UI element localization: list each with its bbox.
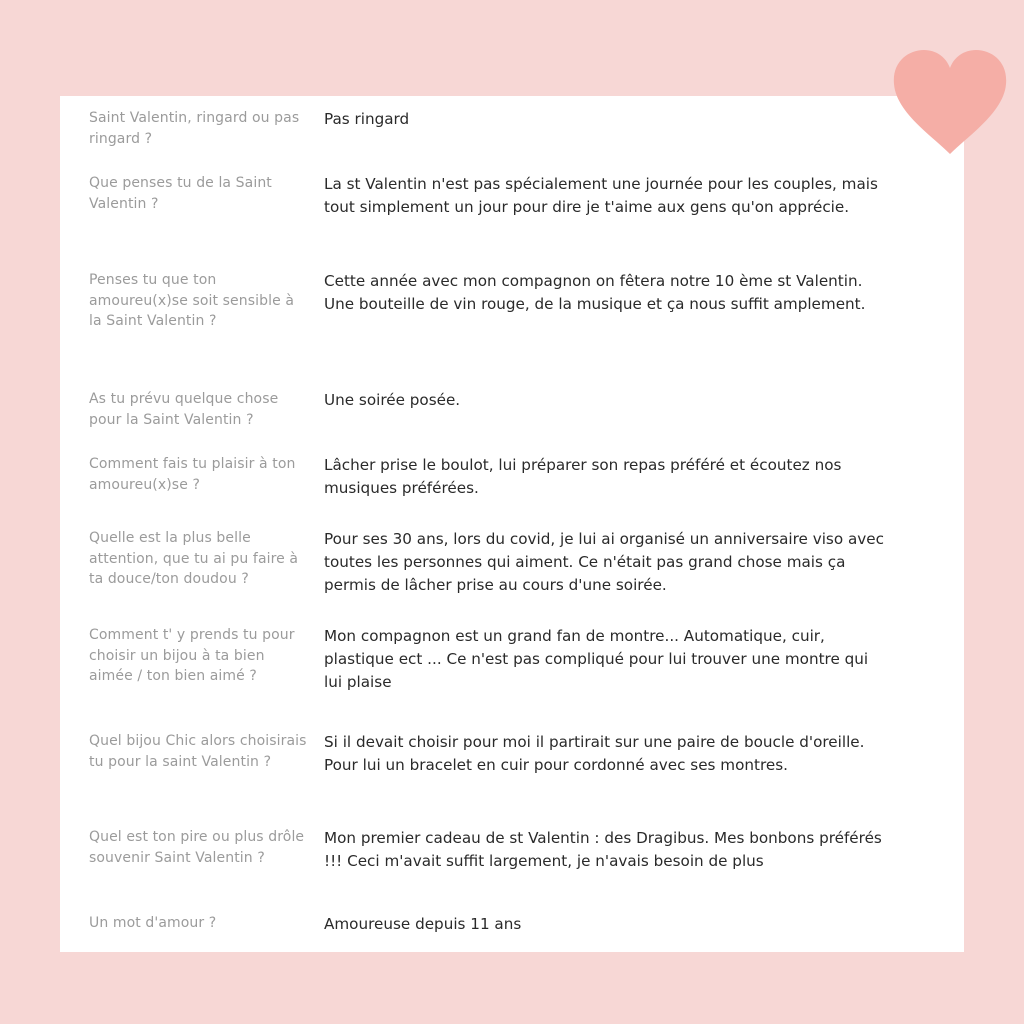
question-text: As tu prévu quelque chose pour la Saint Valentin ? <box>89 391 279 428</box>
answer-text: Mon premier cadeau de st Valentin : des Dragibus. Mes bonbons préférés !!! Ceci m'avait suffit largement, je n'avais besoin de plus <box>324 829 882 870</box>
heart-icon <box>888 46 1012 158</box>
question-text: Un mot d'amour ? <box>89 915 217 931</box>
answer-text: Lâcher prise le boulot, lui préparer son repas préféré et écoutez nos musiques préférées. <box>324 456 842 497</box>
question-text: Quel bijou Chic alors choisirais tu pour la saint Valentin ? <box>89 733 307 770</box>
question-text: Comment t' y prends tu pour choisir un bijou à ta bien aimée / ton bien aimé ? <box>89 627 295 684</box>
answer-text: Mon compagnon est un grand fan de montre... Automatique, cuir, plastique ect ... Ce n'est pas compliqué pour lui trouver une montre qui lui plaise <box>324 627 869 691</box>
answer-text: Cette année avec mon compagnon on fêtera notre 10 ème st Valentin. Une bouteille de vin rouge, de la musique et ça nous suffit amplement. <box>324 272 866 313</box>
answer-text: Une soirée posée. <box>324 391 461 409</box>
answer-text: Si il devait choisir pour moi il partirait sur une paire de boucle d'oreille. Pour lui un bracelet en cuir pour cordonné avec ses montres. <box>324 733 865 774</box>
answer-text: Pour ses 30 ans, lors du covid, je lui ai organisé un anniversaire viso avec toutes les personnes qui aiment. Ce n'était pas grand chose mais ça permis de lâcher prise au cours d'une soirée. <box>324 530 884 594</box>
answer-text: La st Valentin n'est pas spécialement une journée pour les couples, mais tout simplement un jour pour dire je t'aime aux gens qu'on apprécie. <box>324 175 878 216</box>
answer-text: Amoureuse depuis 11 ans <box>324 915 522 933</box>
question-text: Comment fais tu plaisir à ton amoureu(x)se ? <box>89 456 296 493</box>
question-text: Quel est ton pire ou plus drôle souvenir Saint Valentin ? <box>89 829 305 866</box>
question-text: Quelle est la plus belle attention, que tu ai pu faire à ta douce/ton doudou ? <box>89 530 299 587</box>
question-text: Saint Valentin, ringard ou pas ringard ? <box>89 110 300 147</box>
interview-card <box>60 96 964 952</box>
answer-text: Pas ringard <box>324 110 410 128</box>
question-text: Penses tu que ton amoureu(x)se soit sensible à la Saint Valentin ? <box>89 272 295 329</box>
question-text: Que penses tu de la Saint Valentin ? <box>89 175 272 212</box>
